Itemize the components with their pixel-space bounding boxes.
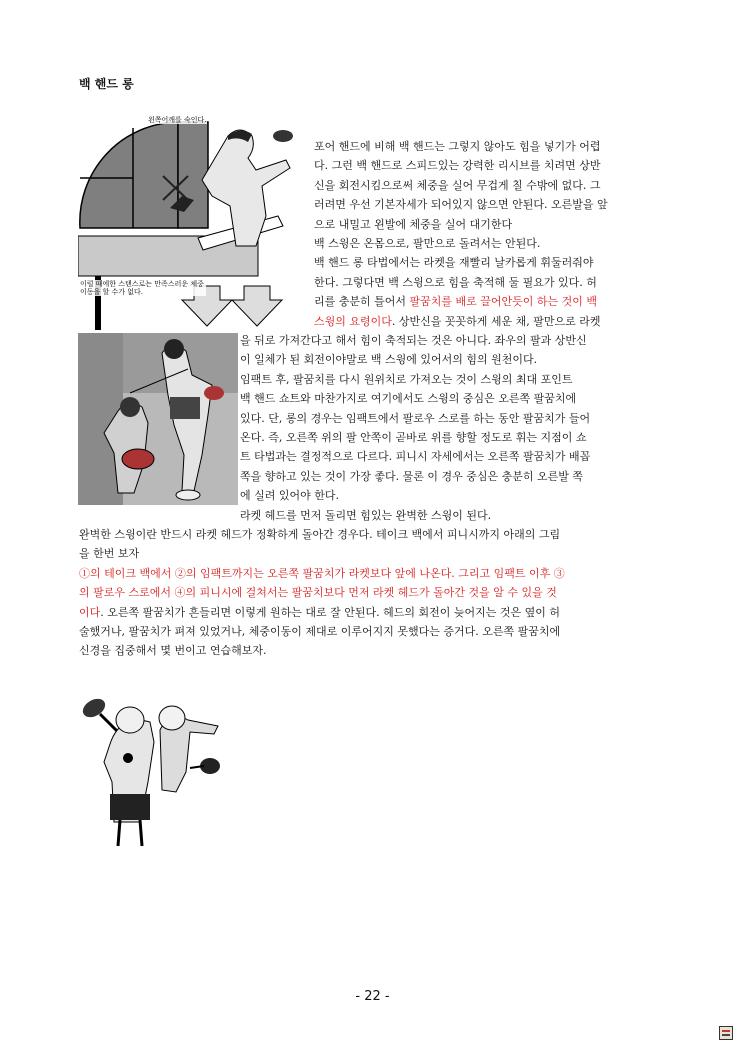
text-segment: 에 실려 있어야 한다. bbox=[240, 489, 339, 503]
text-segment: 한다. 그렇다면 백 스윙으로 힘을 축적해 둘 필요가 있다. 허 bbox=[314, 275, 597, 289]
text-line bbox=[79, 603, 671, 622]
text-segment: 백 핸드 쇼트와 마찬가지로 여기에서도 스윙의 중심은 오른쪽 팔꿈치에 bbox=[240, 392, 577, 406]
section-title: 백 핸드 롱 bbox=[79, 77, 134, 91]
highlighted-text: 의 팔로우 스로에서 ④의 피니시에 걸쳐서는 팔꿈치보다 먼저 라켓 헤드가 돌아간 것을 알 수 있을 것 bbox=[79, 586, 557, 600]
text-line bbox=[79, 641, 671, 660]
text-line bbox=[240, 370, 671, 389]
paragraph-swing bbox=[240, 331, 671, 525]
text-segment: 술했거나, 팔꿈치가 펴져 있었거나, 체중이동이 제대로 이루어지지 못했다는 증거다. 오른쪽 팔꿈치에 bbox=[79, 625, 561, 639]
backhand-stance-illustration bbox=[78, 118, 310, 330]
paragraph-intro bbox=[314, 137, 671, 331]
text-line bbox=[314, 312, 671, 331]
text-segment: 쪽을 향하고 있는 것이 가장 좋다. 물론 이 경우 중심은 충분히 오른발 쪽 bbox=[240, 469, 583, 483]
highlighted-text: 스윙의 요령이다 bbox=[314, 314, 392, 328]
text-segment: 포어 핸드에 비해 백 핸드는 그렇지 않아도 힘을 넣기가 어렵 bbox=[314, 140, 601, 153]
text-segment: 으로 내밀고 왼발에 체중을 실어 대기한다 bbox=[314, 217, 513, 231]
text-line bbox=[79, 583, 671, 602]
text-line bbox=[240, 389, 671, 408]
follow-through-illustration bbox=[80, 694, 230, 849]
text-segment: 완벽한 스윙이란 반드시 라켓 헤드가 정확하게 돌아간 경우다. 테이크 백에서 피니시까지 아래의 그림 bbox=[79, 528, 561, 541]
text-line bbox=[240, 447, 671, 466]
text-line bbox=[314, 156, 671, 175]
highlighted-text: 팔꿈치를 배로 끌어안듯이 하는 것이 백 bbox=[409, 295, 597, 309]
text-line bbox=[314, 137, 671, 156]
text-segment: 백 스윙은 온몸으로, 팔만으로 돌려서는 안된다. bbox=[314, 237, 541, 251]
text-line bbox=[314, 176, 671, 195]
text-segment: . 상반신을 꼿꼿하게 세운 채, 팔만으로 라켓 bbox=[391, 314, 601, 328]
text-line bbox=[314, 273, 671, 292]
text-line bbox=[240, 428, 671, 447]
text-line bbox=[314, 195, 671, 214]
backhand-swing-illustration bbox=[78, 333, 238, 505]
text-line bbox=[79, 525, 671, 544]
text-segment: 을 뒤로 가져간다고 해서 힘이 축적되는 것은 아니다. 좌우의 팔과 상반신 bbox=[240, 334, 587, 347]
text-line bbox=[314, 234, 671, 253]
page-number: - 22 - bbox=[355, 989, 390, 1004]
text-segment: 이 일체가 된 회전이야말로 백 스윙에 있어서의 힘의 원천이다. bbox=[240, 353, 538, 367]
text-segment: 임팩트 후, 팔꿈치를 다시 원위치로 가져오는 것이 스윙의 최대 포인트 bbox=[240, 372, 573, 386]
highlighted-text: ①의 테이크 백에서 ②의 임팩트까지는 오른쪽 팔꿈치가 라켓보다 앞에 나온다. 그리고 임팩트 이후 ③ bbox=[79, 566, 565, 580]
text-segment: 리를 충분히 틀어서 bbox=[314, 295, 410, 309]
text-line bbox=[314, 253, 671, 272]
text-line bbox=[240, 350, 671, 369]
text-segment: 온다. 즉, 오른쪽 위의 팔 안쪽이 곧바로 위를 향할 정도로 휘는 지점이 쇼 bbox=[240, 431, 587, 445]
text-segment: 있다. 단, 롱의 경우는 임팩트에서 팔로우 스로를 하는 동안 팔꿈치가 들어 bbox=[240, 411, 591, 425]
paragraph-perfect-swing bbox=[79, 525, 671, 661]
text-segment: 다. 그런 백 핸드로 스피드있는 강력한 리시브를 치려면 상반 bbox=[314, 159, 601, 173]
figure-caption-bottom: 이럴 때에한 스탠스로는 만족스러운 체중이동을 할 수가 없다. bbox=[80, 280, 206, 296]
text-line bbox=[240, 331, 671, 350]
text-line bbox=[314, 215, 671, 234]
text-segment: 을 한번 보자 bbox=[79, 547, 140, 561]
text-segment: 신경을 집중해서 몇 번이고 연습해보자. bbox=[79, 644, 267, 658]
text-line bbox=[314, 292, 671, 311]
text-segment: . 오른쪽 팔꿈치가 흔들리면 이렇게 원하는 대로 잘 안된다. 헤드의 회전이 늦어지는 것은 옆이 허 bbox=[100, 605, 560, 619]
text-segment: 라켓 헤드를 먼저 돌리면 힘있는 완벽한 스윙이 된다. bbox=[240, 508, 492, 522]
text-line bbox=[79, 622, 671, 641]
text-line bbox=[240, 486, 671, 505]
text-line bbox=[240, 409, 671, 428]
text-line bbox=[240, 467, 671, 486]
text-line bbox=[240, 506, 671, 525]
text-segment: 신을 회전시킴으로써 체중을 실어 무겁게 칠 수밖에 없다. 그 bbox=[314, 178, 601, 192]
text-segment: 러려면 우선 기본자세가 되어있지 않으면 안된다. 오른발을 앞 bbox=[314, 198, 608, 212]
text-segment: 백 핸드 롱 타법에서는 라켓을 재빨리 날카롭게 휘둘러줘야 bbox=[314, 256, 594, 270]
text-segment: 트 타법과는 결정적으로 다르다. 피니시 자세에서는 오른쪽 팔꿈치가 배꼽 bbox=[240, 450, 591, 464]
text-line bbox=[79, 564, 671, 583]
document-icon bbox=[719, 1026, 733, 1040]
highlighted-text: 이다 bbox=[79, 605, 101, 619]
text-line bbox=[79, 544, 671, 563]
figure-caption-top: 왼쪽어깨를 숙인다. bbox=[148, 116, 207, 124]
